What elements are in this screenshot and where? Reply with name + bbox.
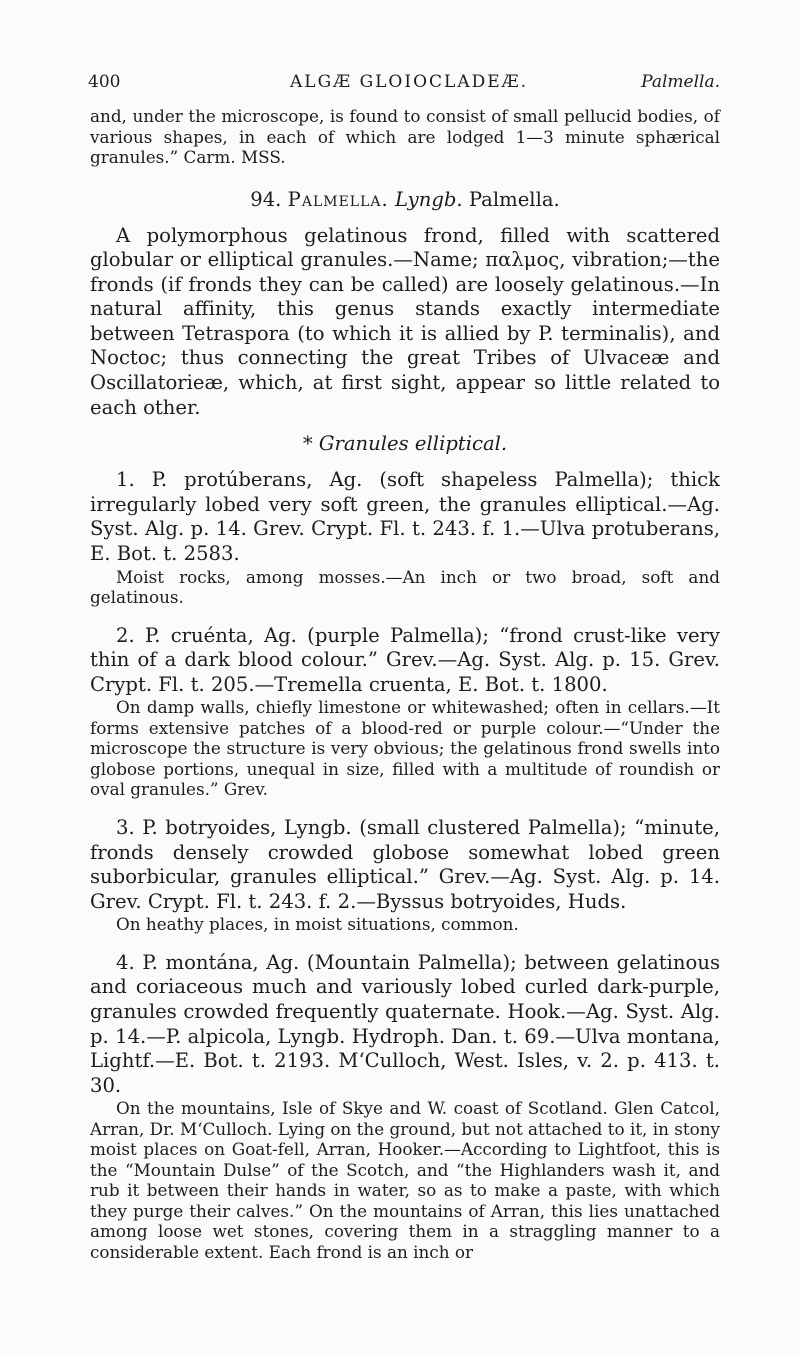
species-description: 2. P. cruénta, Ag. (purple Palmella); “frond crust-like very thin of a dark blood colour.” Grev.—Ag. Syst. Alg. p. 15. Grev. Crypt. Fl. t. 205.—Tremella cruenta, E. Bot. t. 1800. [90,623,720,696]
running-title: ALGÆ GLOIOCLADEÆ. [290,72,529,92]
genus-number: 94. [250,187,282,211]
running-genus: Palmella. [641,72,720,92]
species-notes: On heathy places, in moist situations, common. [116,914,519,935]
genus-description: A polymorphous gelatinous frond, filled with scattered globular or elliptical granules.—Name; παλμος, vibration;—the fronds (if fronds they can be called) are loosely gelatinous.—In natural affinity, this genus stands exactly intermediate between Tetraspora (to which it is allied by P. terminalis), and Noctoc; thus connecting the great Tribes of Ulvaceæ and Oscillatorieæ, which, at first sight, appear so little related to each other. [90,223,720,419]
species-notes: On damp walls, chiefly limestone or whitewashed; often in cellars.—It forms extensive patches of a blood-red or purple colour.—“Under the microscope the structure is very obvious; the gelatinous frond swells into globose portions, unequal in size, filled with a multitude of roundish or oval granules.” Grev. [90,697,720,800]
page [90,72,720,1262]
genus-name: Palmella. [287,187,389,211]
species-description: 3. P. botryoides, Lyngb. (small clustered Palmella); “minute, fronds densely crowded globose somewhat lobed green suborbicular, granules elliptical.” Grev.—Ag. Syst. Alg. p. 14. Grev. Crypt. Fl. t. 243. f. 2.—Byssus botryoides, Huds. [90,815,720,913]
genus-heading [90,188,720,212]
running-header [90,72,720,100]
intro-paragraph: and, under the microscope, is found to consist of small pellucid bodies, of various shapes, in each of which are lodged 1—3 minute sphærical granules.” Carm. MSS. [90,106,720,167]
species-notes: Moist rocks, among mosses.—An inch or two broad, soft and gelatinous. [90,566,720,608]
section-heading: * Granules elliptical. [302,432,508,456]
genus-authority: Lyngb. [394,187,463,211]
species-description: 4. P. montána, Ag. (Mountain Palmella); between gelatinous and coriaceous much and variously lobed curled dark-purple, granules crowded frequently quaternate. Hook.—Ag. Syst. Alg. p. 14.—P. alpicola, Lyngb. Hydroph. Dan. t. 69.—Ulva montana, Lightf.—E. Bot. t. 2193. M‘Culloch, West. Isles, v. 2. p. 413. t. 30. [90,950,720,1097]
species-notes: On the mountains, Isle of Skye and W. coast of Scotland. Glen Catcol, Arran, Dr. M‘Culloch. Lying on the ground, but not attached to it, in stony moist places on Goat-fell, Arran, Hooker.—According to Lightfoot, this is the “Mountain Dulse” of the Scotch, and “the Highlanders wash it, and rub it between their hands in water, so as to make a paste, with which they purge their calves.” On the mountains of Arran, this lies unattached among loose wet stones, covering them in a straggling manner to a considerable extent. Each frond is an inch or [90,1098,720,1262]
page-number: 400 [88,72,121,92]
species-description: 1. P. protúberans, Ag. (soft shapeless Palmella); thick irregularly lobed very soft green, the granules elliptical.—Ag. Syst. Alg. p. 14. Grev. Crypt. Fl. t. 243. f. 1.—Ulva protuberans, E. Bot. t. 2583. [90,468,720,566]
genus-english: Palmella. [468,187,560,211]
